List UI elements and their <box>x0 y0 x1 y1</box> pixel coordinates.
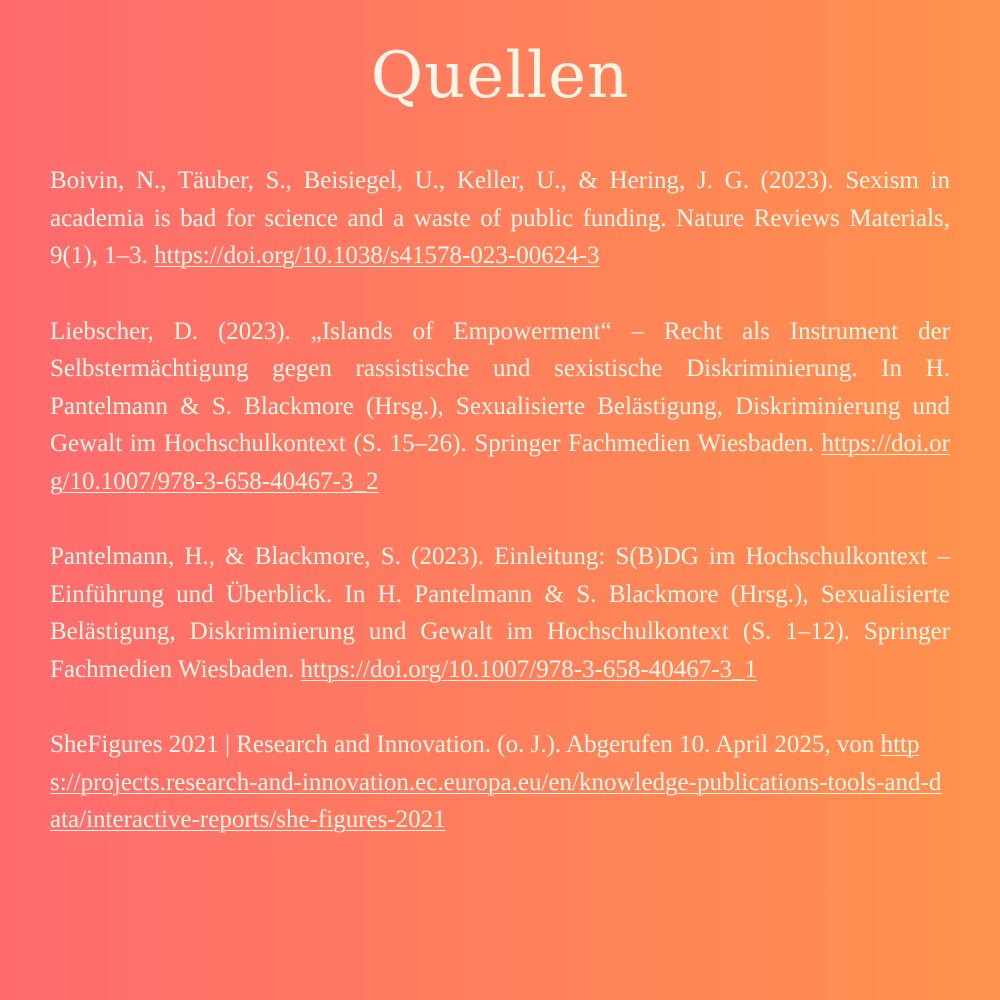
reference-item <box>50 726 950 839</box>
page-title: Quellen <box>370 39 630 113</box>
reference-item <box>50 313 950 501</box>
reference-item <box>50 538 950 688</box>
reference-text: Boivin, N., Täuber, S., Beisiegel, U., Keller, U., & Hering, J. G. (2023). Sexism in academia is bad for science and a waste of public funding. Nature Reviews Materials, 9(1), 1–3. <box>50 167 950 269</box>
reference-text: Liebscher, D. (2023). „Islands of Empowerment“ – Recht als Instrument der Selbstermächtigung gegen rassistische und sexistische Diskriminierung. In H. Pantelmann & S. Blackmore (Hrsg.), Sexualisierte Belästigung, Diskriminierung und Gewalt im Hochschulkontext (S. 15–26). Springer Fachmedien Wiesbaden. <box>50 317 950 457</box>
reference-link[interactable]: https://doi.org/10.1007/978-3-658-40467-3_2 <box>50 430 950 495</box>
reference-link[interactable]: https://projects.research-and-innovation.ec.europa.eu/en/knowledge-publications-tools-and-data/interactive-reports/she-figures-2021 <box>50 731 942 833</box>
reference-text: Pantelmann, H., & Blackmore, S. (2023). Einleitung: S(B)DG im Hochschulkontext – Einführung und Überblick. In H. Pantelmann & S. Blackmore (Hrsg.), Sexualisierte Belästigung, Diskriminierung und Gewalt im Hochschulkontext (S. 1–12). Springer Fachmedien Wiesbaden. <box>50 543 950 683</box>
reference-text: SheFigures 2021 | Research and Innovation. (o. J.). Abgerufen 10. April 2025, von <box>50 731 875 758</box>
reference-link[interactable]: https://doi.org/10.1007/978-3-658-40467-3_1 <box>300 655 758 683</box>
reference-link[interactable]: https://doi.org/10.1038/s41578-023-00624-3 <box>154 242 600 269</box>
reference-item <box>50 162 950 275</box>
reference-list <box>50 162 950 839</box>
